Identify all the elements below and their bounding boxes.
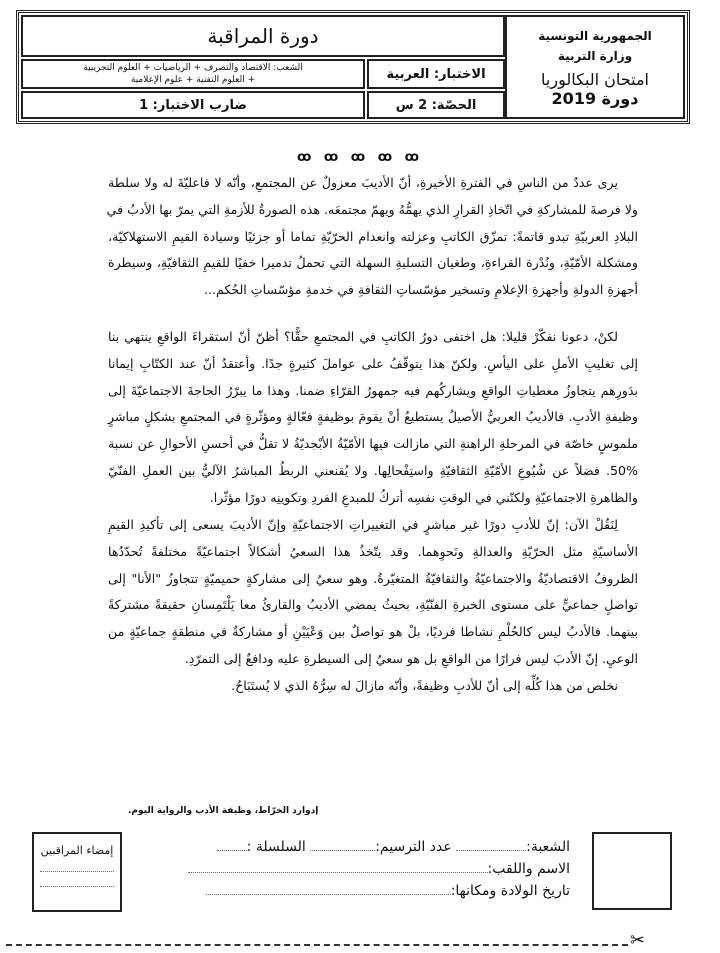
text-line: بينهما. فالأدبُ ليس كالحُلْمِ نشاطا فرديًا، بلْ هو تواصلٌ بين وَعْيَيْنِ أو مشاركةٌ في منطقةٍ جماعيّةٍ من [108,624,638,640]
text-line: أجهزةِ الدولةِ وأجهزةِ الإعلامِ وتسخير مؤسّساتِ الثقافةِ في خدمةِ مؤسّساتِ الحُكم... [203,282,638,298]
branch-label: الشعبة: [526,839,570,855]
text-line: 50%. فضلاً عن شُيُوعِ الأمّيّةِ الثقافيّةِ واستِفْحالِها. ولا يُقنعني الربطُ المباشرُ الآليُّ بين العملِ الفنّيّ [108,462,638,478]
exam-title: دورة المراقبة [21,15,505,57]
paragraph-2 [108,324,638,512]
signature-line[interactable] [40,871,114,872]
exam-header-table [16,10,690,124]
supervisors-signature-box [32,832,122,912]
exam-name: امتحان البكالوريا [541,70,649,89]
text-line: بدَورِهم يتجاوزُ معطياتِ الواقعِ ويشاركُهم فيه جمهورُ القرّاءِ ضمنا. وهذا ما يبرّرُ الحاجةَ الاجتماعيّةَ إلى [108,382,638,398]
institution-cell [505,15,685,119]
text-line: الوعيِ. إنّ الأدبَ ليس فرارًا من الواقعِ بل هو سعيٌ إلى السيطرةِ عليه ودافعٌ إلى التمرّدِ. [184,650,638,666]
subject: الاختبار: العربية [367,59,505,89]
text-line: تواصلٍ جماعيٍّ على مستوى الخبرةِ الفنّيّةِ، بحيثُ يمضي الأديبُ والقارئُ معا يَلْتَمِسانِ حقيقةً مشتركةً [108,597,638,613]
branch-field[interactable] [456,838,526,851]
paragraph-1 [108,170,638,304]
text-line: البلادِ العربيّةِ تبدو قاتمةً: تمزّق الكاتبِ وعزلته وانعدام الحرّيّةِ تماما أو جزئيًا وسيادة القيمِ الاستهلاكيّة، [108,228,638,244]
supervisors-label: إمضاء المراقبين [40,844,114,857]
registration-label: عدد الترسيم: [375,839,452,855]
paragraph-3 [108,512,638,673]
birth-field[interactable] [206,882,451,895]
text-line: الظروفُ الاقتصاديّةُ والاجتماعيّةُ والثقافيّةُ المتغيّرةُ. وهو سعيٌ إلى مشاركةٍ حميميّةٍ تتجاوزُ "الأنا" إلى [108,570,638,586]
ornament-divider: ꝏ ꝏ ꝏ ꝏ ꝏ [297,150,423,165]
branches-line-1: الشعب: الاقتصاد والتصرف + الرياضيات + العلوم التجريبية [83,63,303,73]
text-line: الأساسيّةِ مثل الحرّيّةِ والعدالةِ ونَحوِهما. وقد يتّخذُ هذا السعيُ أشكالاً اجتماعيّةً مختلفةً تُحدّدُها [108,543,638,559]
text-line: ولا فرصةَ للمشاركةِ في اتّخاذِ القرارِ الذي يهمُّهُ ويهمّ مجتمعَه. هذه الصورةُ للأزمةِ التي يمرّ بها الأدبُ في [106,201,638,217]
country: الجمهورية التونسية [538,29,652,43]
candidate-info-form [160,836,570,902]
text-line: إلى تغليبِ الأملِ على اليأسِ. ولكنّ هذا يتوقّفُ على عواملَ كثيرةٍ جدًا. وأعتقدُ أنّ عند الكتّابِ إيمانا [108,355,638,371]
branches-line-2: + العلوم التقنية + علوم الإعلامية [130,75,256,85]
registration-field[interactable] [310,838,375,851]
text-line: ومشكلة الأمّيّةِ، ونُدْرة القراءةِ، وطغيان التسليةِ السهلة التي تحملُ تدميرا خفيًا للقيمِ الثقافيّةِ، وسيطرة [108,255,638,271]
series-label: السلسلة : [246,839,306,855]
text-line: والظاهرةِ الاجتماعيّةِ ولكنّني في الوقتِ نفسِه أتركُ للمبدعِ الفردِ وتكوينِه دورًا مؤثّرا. [209,489,638,505]
name-field[interactable] [188,860,488,873]
duration: الحصّة: 2 س [367,91,505,119]
text-line: وظيفةِ الأدبِ. فالأديبُ العربيُّ الأصيلُ يستطيعُ أنْ يقومَ بوظيفةٍ فعّالةٍ ومؤثّرةٍ في المجتمعِ بشكلٍ مباشرٍ [108,409,638,425]
paragraph-4 [108,673,638,700]
signature-line[interactable] [40,886,114,887]
coefficient: ضارب الاختبار: 1 [21,91,365,119]
series-field[interactable] [217,838,247,851]
ministry: وزارة التربية [557,49,633,63]
cut-line [6,944,628,946]
name-label: الاسم واللقب: [487,861,570,877]
session: دورة 2019 [551,89,639,108]
candidate-number-box [592,832,672,910]
text-line: يرى عددٌ من الناسِ في الفترةِ الأخيرةِ، أنّ الأديبَ معزولٌ عن المجتمعِ، وأنّه لا فاعليّةَ له ولا سلطة [108,175,618,190]
text-line: لِنَقُلْ الآن: إنّ للأدبِ دورًا غير مباشرٍ في التغييراتِ الاجتماعيّةِ وإنّ الأديبَ يسعى إلى تأكيدِ القيمِ [108,517,618,532]
text-line: نخلص من هذا كُلِّه إلى أنّ للأدبِ وظيفةً، وأنّه مازالَ له سِرُّهُ الذي لا يُستَبَاحُ. [231,678,618,693]
birth-label: تاريخ الولادة ومكانها: [450,883,570,899]
branches [21,59,365,89]
text-line: ملموسٍ خاصّة في المرحلةِ الراهنةِ التي مازالت فيها الأمّيّةُ الأبْجديّةُ لا تقلُّ في أحسنِ الأحوالِ عن نسبة [108,436,638,452]
source-citation: إدوارد الخرّاط، وظيفة الأدب والرواية اليوم. [128,806,319,816]
scissors-icon: ✂ [630,930,646,951]
text-line: لكنْ، دعونا نفكّرْ قليلا: هل اختفى دورُ الكاتبِ في المجتمعِ حقًّا؟ أظنّ أنّ استقراءَ الواقعِ ينتهي بنا [108,329,618,344]
